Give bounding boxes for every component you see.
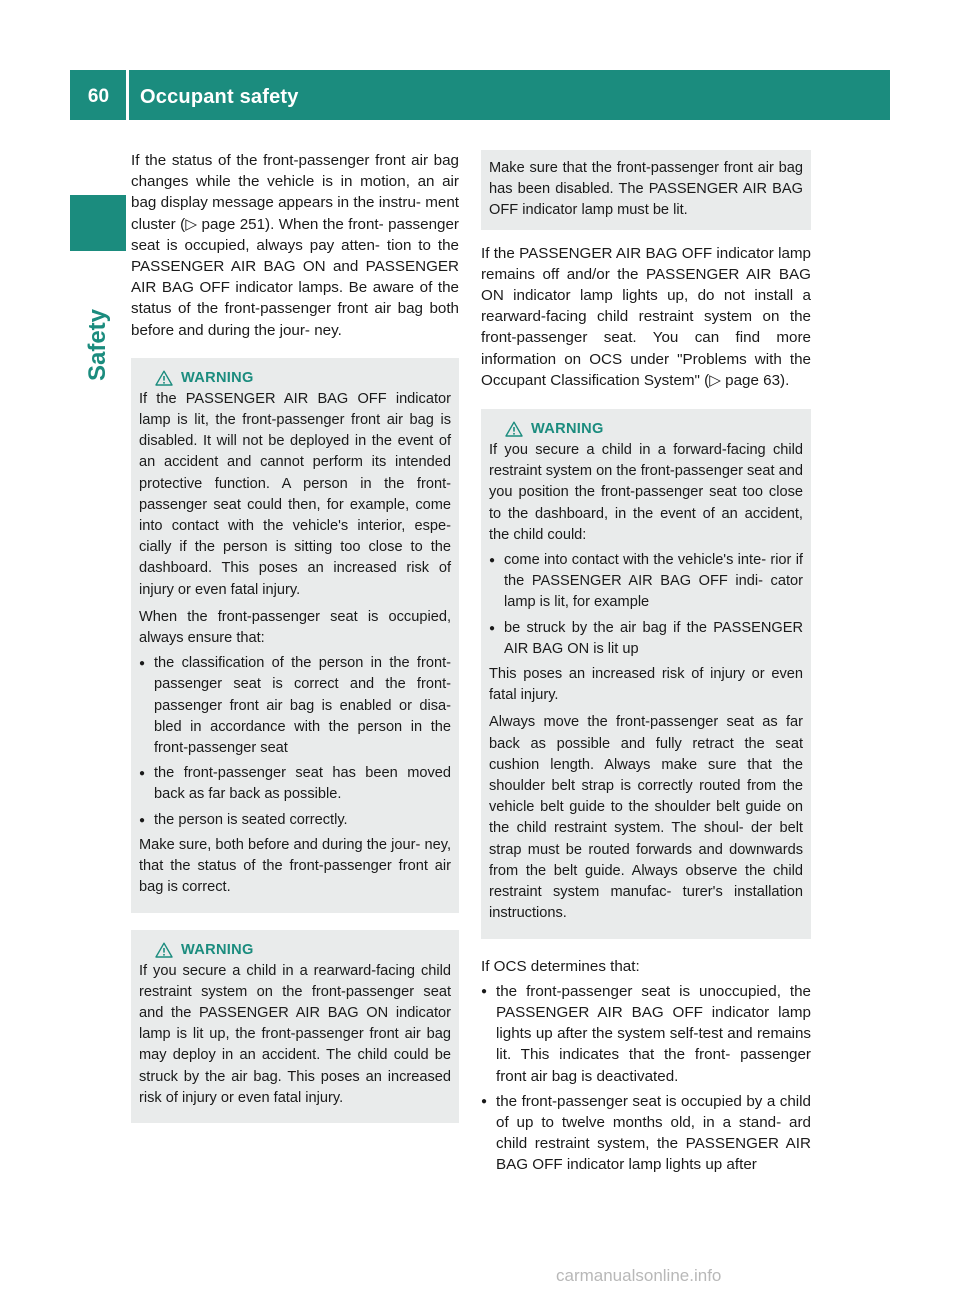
note-box [481,150,811,230]
list-item: ● the front-passenger seat is unoccupied, the PASSENGER AIR BAG OFF indicator lamp lights up after the system self-test and remains lit. This indicates that the front- passenger front air bag is deactivated. [481,981,811,1087]
list-item: ● the classification of the person in the front- passenger seat is correct and the front- passenger front air bag is enabled or disa- bled in accordance with the person in the front-passenger seat [139,653,451,759]
warning-text: Make sure, both before and during the jour- ney, that the status of the front-passenger front air bag is correct. [139,836,451,896]
ocs-intro: If OCS determines that: [481,957,640,975]
note-text: Make sure that the front-passenger front air bag has been disabled. The PASSENGER AIR BAG OFF indicator lamp must be lit. [489,160,803,219]
watermark: carmanualsonline.info [556,1266,722,1285]
warning-label: WARNING [181,369,254,386]
warning-label: WARNING [531,421,604,438]
page-number: 60 [87,86,110,107]
warning-heading [489,421,803,437]
list-item: ● the front-passenger seat has been moved back as far back as possible. [139,763,451,805]
warning-text: This poses an increased risk of injury or even fatal injury. [489,666,803,704]
section-title: Occupant safety [140,86,299,108]
bullet-list [139,653,451,831]
header-divider [126,70,129,120]
warning-triangle-icon [505,421,523,437]
list-item: ● the person is seated correctly. [139,810,451,831]
side-tab-block [70,195,126,251]
intro-paragraph: If the status of the front-passenger front air bag changes while the vehicle is in motion, an air bag display message appears in the instru- ment cluster (▷ page 251). When the front- passenger seat is occupied, always pay atten- tion to the PASSENGER AIR BAG ON and PASSENGER AIR BAG OFF indicator lamps. Be aware of the status of the front-passenger front air bag both before and during the jour- ney. [131,152,459,339]
warning-triangle-icon [155,942,173,958]
body-paragraph: If the PASSENGER AIR BAG OFF indicator lamp remains off and/or the PASSENGER AIR BAG ON indicator lamp lights up, do not install a rearward-facing child restraint system on the front-passenger seat. You can find more information on OCS under "Problems with the Occupant Classification System" (▷ page 63). [481,244,811,389]
warning-text: If you secure a child in a rearward-facing child restraint system on the front-passenger seat and the PASSENGER AIR BAG ON indicator lamp is lit up, the front-passenger front air bag may deploy in an accident. The child could be struck by the air bag. This poses an increased risk of injury or even fatal injury. [139,962,451,1106]
left-column [131,150,459,1123]
ocs-bullet-list [481,981,811,1176]
warning-heading [139,370,451,386]
warning-heading [139,942,451,958]
warning-text: If the PASSENGER AIR BAG OFF indicator lamp is lit, the front-passenger front air bag is disabled. It will not be deployed in the event of an accident and cannot perform its intended protective function. A person in the front- passenger seat could then, for example, come into contact with the vehicle's interior, espe- cially if the person is sitting too close to the dashboard. This poses an increased risk of injury or even fatal injury. [139,390,451,598]
warning-box [131,358,459,913]
warning-text: If you secure a child in a forward-facing child restraint system on the front-passenger seat and you position the front-passenger seat too close to the dashboard, in the event of an accident, the child could: [489,442,803,543]
warning-text: Always move the front-passenger seat as far back as possible and fully retract the seat cushion length. Always make sure that the shoulder belt strap is correctly routed from the vehicle belt guide to the shoulder belt guide on the child restraint system. The shoul- der belt strap must be routed forwards and downwards from the belt guide. Always observe the child restraint system manufac- turer's installation instructions. [489,714,803,922]
warning-label: WARNING [181,941,254,958]
list-item: ● come into contact with the vehicle's inte- rior if the PASSENGER AIR BAG OFF indi- cator lamp is lit, for example [489,550,803,614]
warning-box [131,930,459,1123]
bullet-list [489,550,803,660]
right-column [481,150,811,1180]
list-item: ● be struck by the air bag if the PASSENGER AIR BAG ON is lit up [489,618,803,660]
side-tab-label: Safety [84,308,111,382]
warning-text: When the front-passenger seat is occupied, always ensure that: [139,608,451,647]
warning-triangle-icon [155,370,173,386]
list-item: ● the front-passenger seat is occupied by a child of up to twelve months old, in a stand- ard child restraint system, the PASSENGER AIR BAG OFF indicator lamp lights up after [481,1091,811,1176]
warning-box [481,409,811,938]
